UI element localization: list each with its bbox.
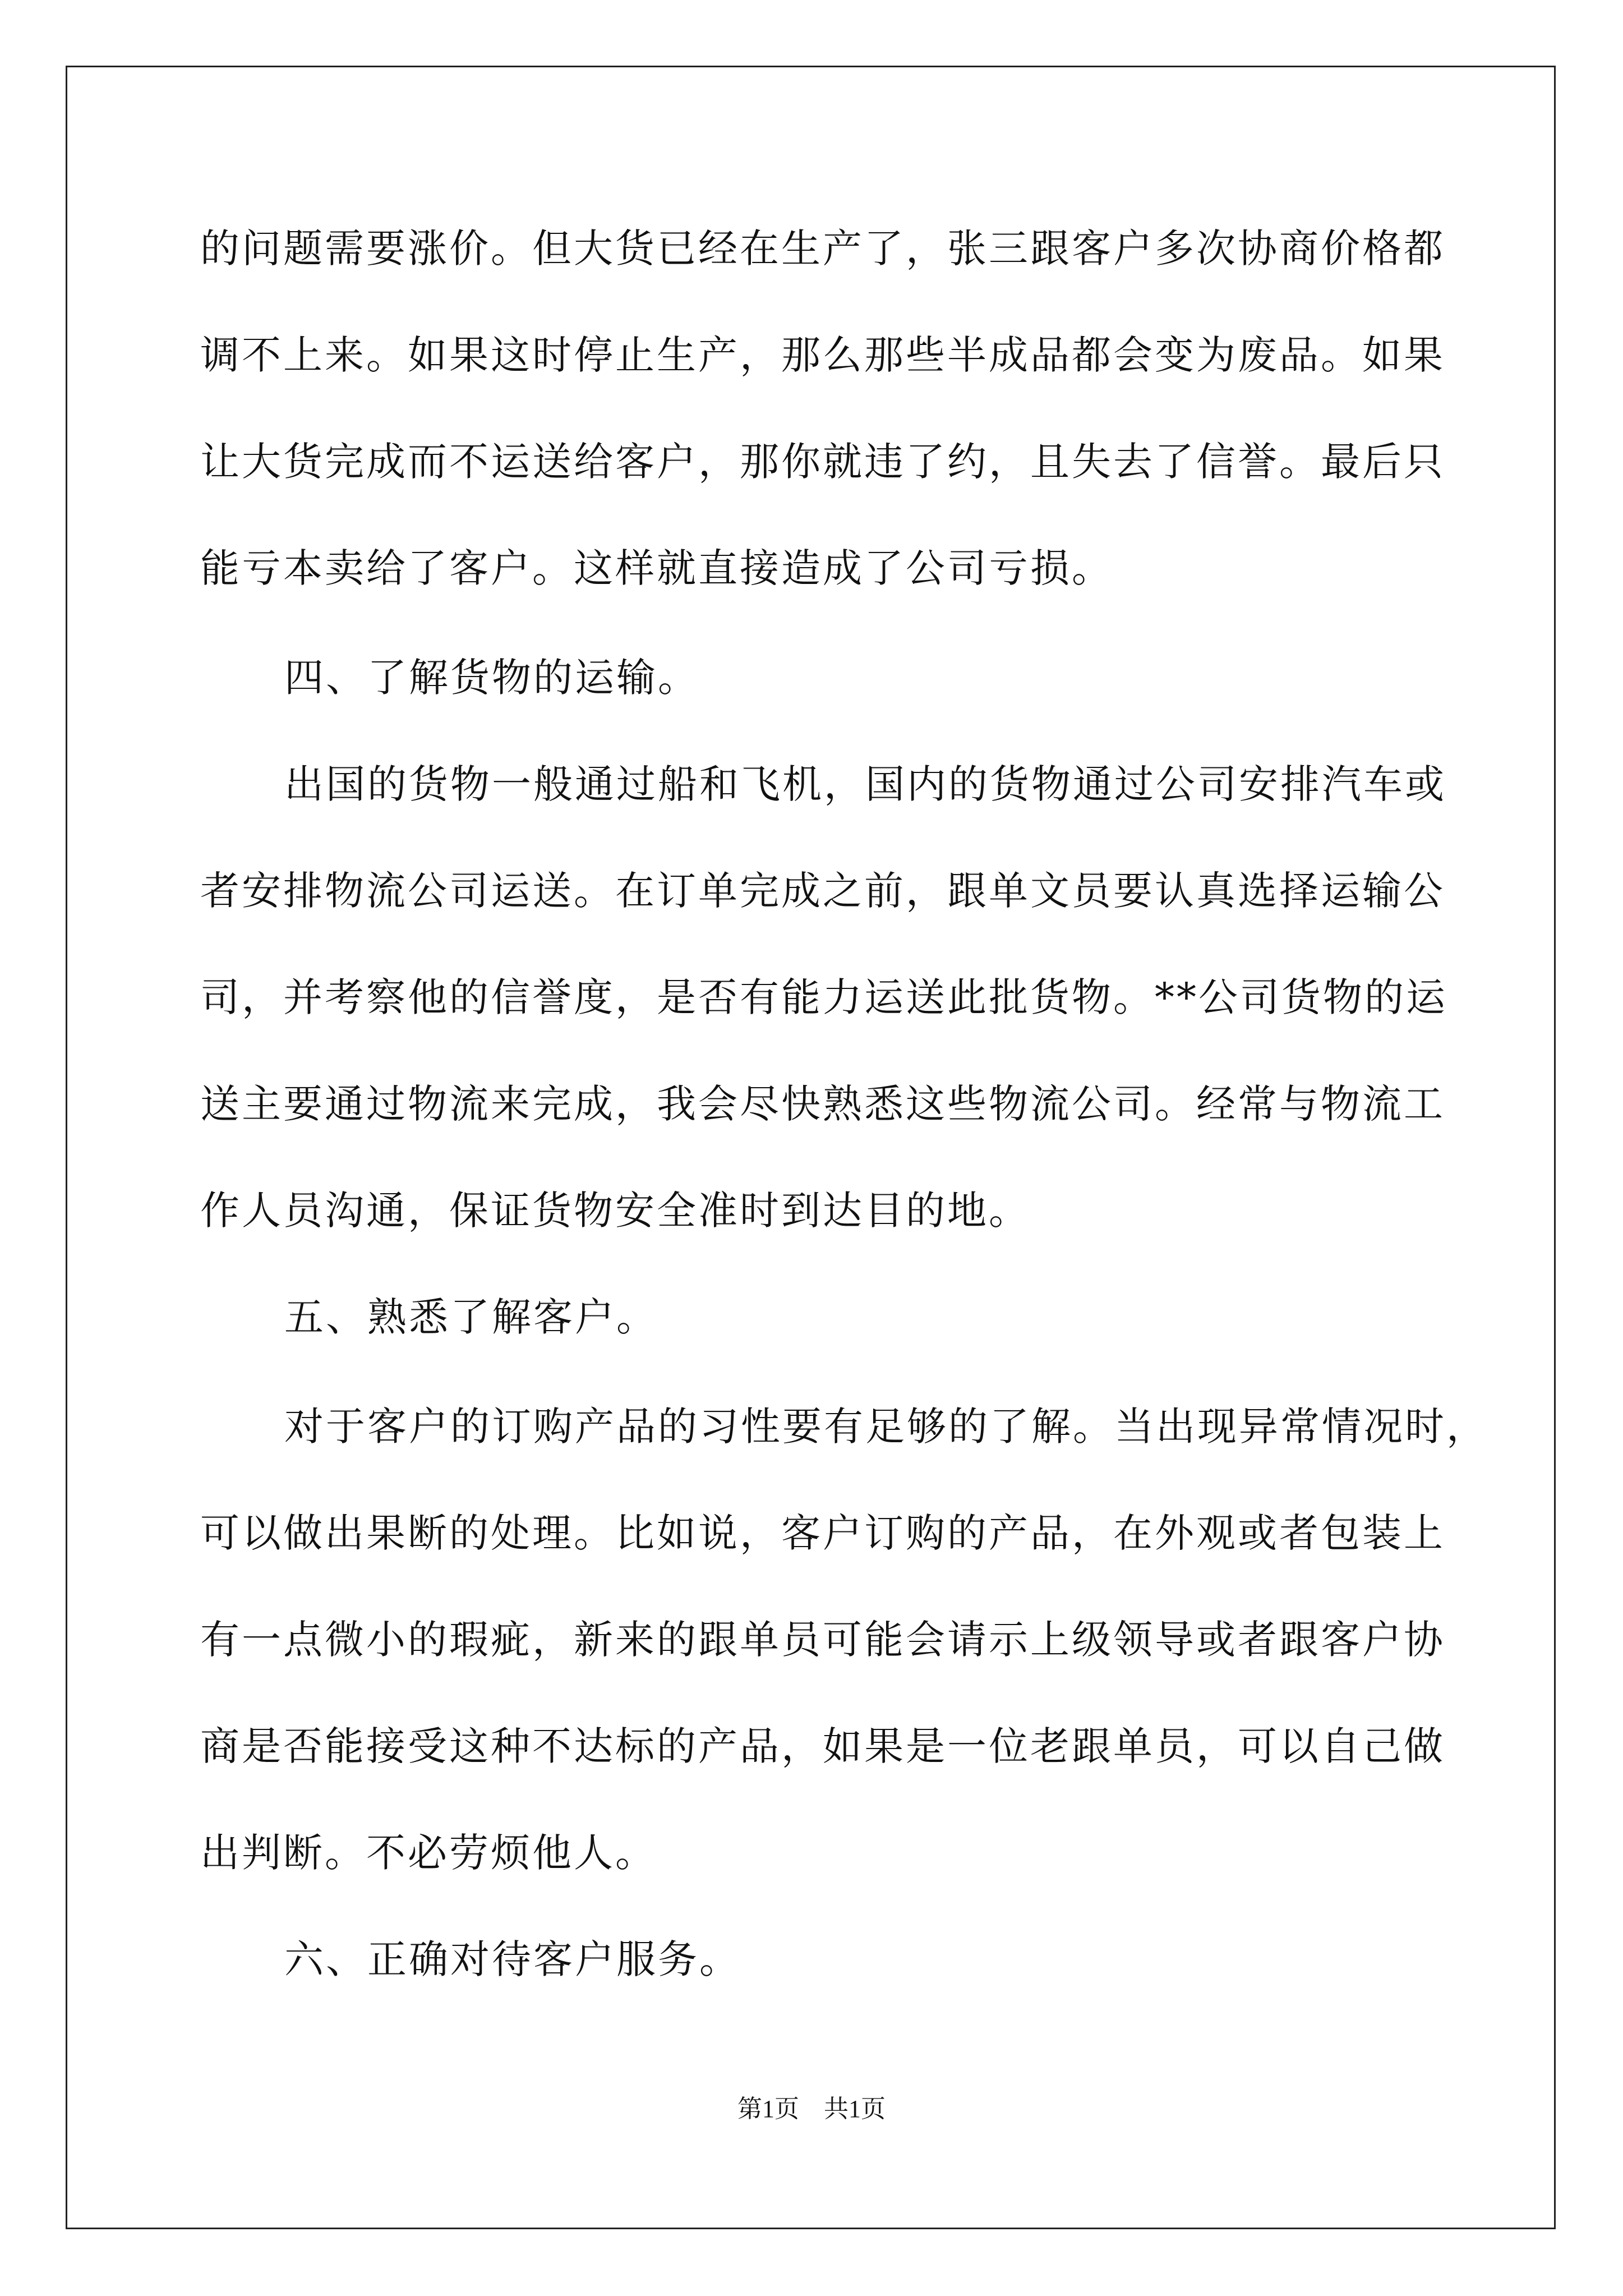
text-line: 对于客户的订购产品的习性要有足够的了解。当出现异常情况时， [284,1404,1488,1450]
text-line: 送主要通过物流来完成，我会尽快熟悉这些物流公司。经常与物流工 [200,1081,1445,1127]
page-number: 第1页 共1页 [737,2095,886,2123]
section-heading: 五、熟悉了解客户。 [284,1294,658,1340]
text-line: 调不上来。如果这时停止生产，那么那些半成品都会变为废品。如果 [200,332,1445,378]
text-line: 者安排物流公司运送。在订单完成之前，跟单文员要认真选择运输公 [200,868,1445,914]
text-line: 出国的货物一般通过船和飞机，国内的货物通过公司安排汽车或 [284,761,1446,807]
text-line: 有一点微小的瑕疵，新来的跟单员可能会请示上级领导或者跟客户协 [200,1617,1445,1663]
page-border [66,66,1556,2229]
text-line: 商是否能接受这种不达标的产品，如果是一位老跟单员，可以自己做 [200,1723,1445,1769]
section-heading: 六、正确对待客户服务。 [284,1936,741,1982]
text-line: 能亏本卖给了客户。这样就直接造成了公司亏损。 [200,545,1113,591]
text-line: 作人员沟通，保证货物安全准时到达目的地。 [200,1188,1030,1234]
text-line: 司，并考察他的信誉度，是否有能力运送此批货物。**公司货物的运 [200,974,1447,1020]
text-line: 让大货完成而不运送给客户，那你就违了约，且失去了信誉。最后只 [200,439,1445,485]
text-line: 的问题需要涨价。但大货已经在生产了，张三跟客户多次协商价格都 [200,226,1445,272]
text-line: 出判断。不必劳烦他人。 [200,1830,657,1876]
text-line: 可以做出果断的处理。比如说，客户订购的产品，在外观或者包装上 [200,1510,1445,1556]
section-heading: 四、了解货物的运输。 [284,655,699,701]
